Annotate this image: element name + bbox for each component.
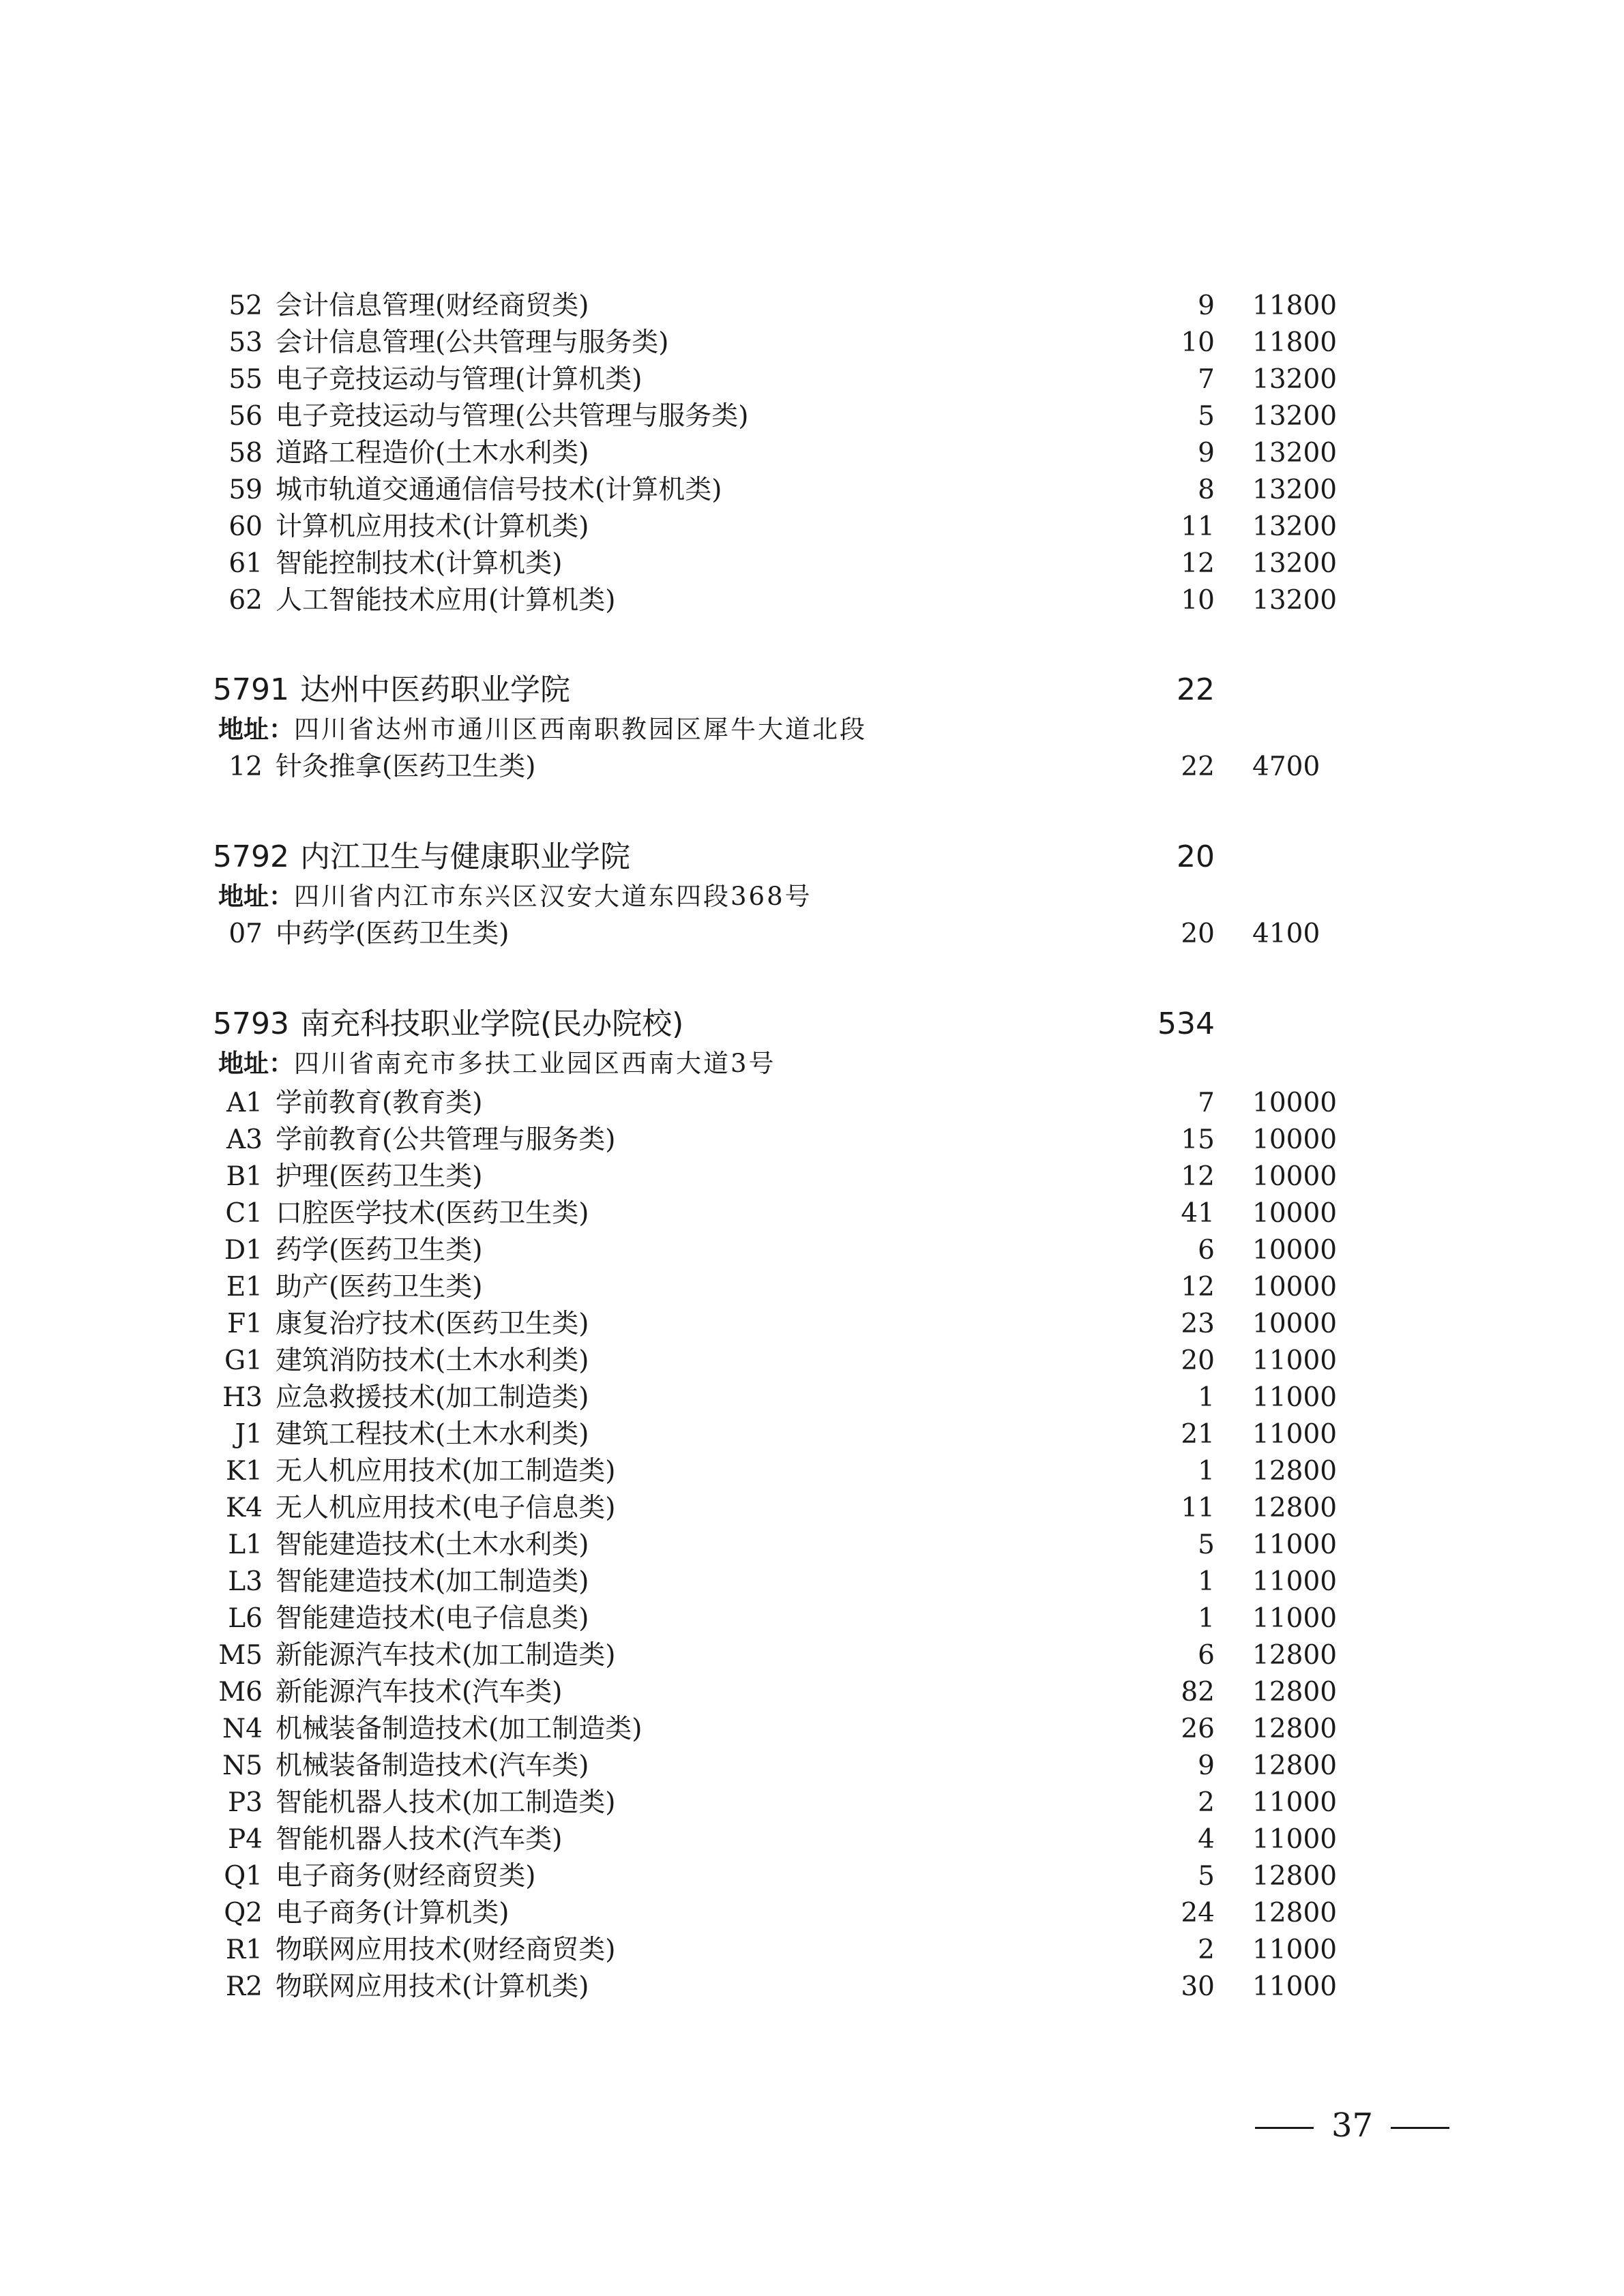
program-fee: 13200 bbox=[1252, 585, 1338, 616]
program-fee: 11000 bbox=[1252, 1566, 1338, 1597]
program-count: 2 bbox=[1198, 1787, 1215, 1818]
program-name: 计算机应用技术(计算机类) bbox=[276, 511, 589, 542]
program-count: 21 bbox=[1181, 1419, 1215, 1450]
program-row bbox=[0, 1232, 1624, 1269]
program-fee: 13200 bbox=[1252, 438, 1338, 468]
program-row bbox=[0, 1564, 1624, 1600]
program-name: 电子竞技运动与管理(公共管理与服务类) bbox=[276, 401, 749, 432]
program-code: 53 bbox=[228, 327, 263, 358]
program-count: 5 bbox=[1198, 401, 1215, 432]
program-count: 7 bbox=[1198, 1088, 1215, 1118]
program-row bbox=[0, 325, 1624, 361]
program-fee: 11000 bbox=[1252, 1530, 1338, 1560]
program-fee: 10000 bbox=[1252, 1088, 1338, 1118]
program-count: 1 bbox=[1198, 1456, 1215, 1487]
program-row bbox=[0, 1785, 1624, 1821]
program-row bbox=[0, 288, 1624, 325]
program-code: M5 bbox=[218, 1640, 263, 1671]
program-name: 助产(医药卫生类) bbox=[276, 1272, 483, 1302]
program-count: 4 bbox=[1198, 1824, 1215, 1855]
program-row bbox=[0, 1932, 1624, 1969]
program-count: 23 bbox=[1181, 1309, 1215, 1339]
program-row bbox=[0, 582, 1624, 619]
program-code: L6 bbox=[228, 1603, 263, 1634]
page-footer bbox=[1255, 2102, 1449, 2149]
program-fee: 11000 bbox=[1252, 1419, 1338, 1450]
program-fee: 12800 bbox=[1252, 1640, 1338, 1671]
program-row bbox=[0, 1343, 1624, 1380]
program-code: N5 bbox=[222, 1750, 263, 1781]
program-count: 9 bbox=[1198, 290, 1215, 321]
program-name: 应急救援技术(加工制造类) bbox=[276, 1382, 589, 1413]
program-code: E1 bbox=[226, 1272, 263, 1302]
program-name: 人工智能技术应用(计算机类) bbox=[276, 585, 616, 616]
program-fee: 13200 bbox=[1252, 401, 1338, 432]
program-row bbox=[0, 546, 1624, 582]
program-fee: 11800 bbox=[1252, 327, 1338, 358]
program-row bbox=[0, 509, 1624, 546]
program-name: 机械装备制造技术(加工制造类) bbox=[276, 1714, 643, 1744]
program-code: B1 bbox=[226, 1161, 263, 1192]
program-row bbox=[0, 1085, 1624, 1122]
program-fee: 13200 bbox=[1252, 548, 1338, 579]
program-name: 电子商务(财经商贸类) bbox=[276, 1861, 536, 1892]
program-row bbox=[0, 1195, 1624, 1232]
address-text: 四川省达州市通川区西南职教园区犀牛大道北段 bbox=[294, 715, 867, 744]
school-heading bbox=[0, 835, 1624, 879]
address-label: 地址： bbox=[218, 715, 294, 744]
program-fee: 10000 bbox=[1252, 1198, 1338, 1229]
program-code: 59 bbox=[228, 475, 263, 505]
school-total: 22 bbox=[1177, 672, 1215, 707]
program-count: 12 bbox=[1181, 1272, 1215, 1302]
program-name: 建筑消防技术(土木水利类) bbox=[276, 1345, 589, 1376]
program-fee: 12800 bbox=[1252, 1456, 1338, 1487]
program-code: C1 bbox=[225, 1198, 263, 1229]
program-code: 58 bbox=[228, 438, 263, 468]
program-name: 新能源汽车技术(加工制造类) bbox=[276, 1640, 616, 1671]
program-name: 电子竞技运动与管理(计算机类) bbox=[276, 364, 643, 395]
program-fee: 11000 bbox=[1252, 1824, 1338, 1855]
program-name: 康复治疗技术(医药卫生类) bbox=[276, 1309, 589, 1339]
program-fee: 4100 bbox=[1252, 919, 1320, 949]
program-code: P4 bbox=[227, 1824, 263, 1855]
program-name: 物联网应用技术(计算机类) bbox=[276, 1971, 589, 2002]
program-row bbox=[0, 1600, 1624, 1637]
program-code: L1 bbox=[228, 1530, 263, 1560]
program-code: L3 bbox=[228, 1566, 263, 1597]
program-fee: 11000 bbox=[1252, 1935, 1338, 1965]
program-count: 24 bbox=[1181, 1898, 1215, 1928]
program-row bbox=[0, 1490, 1624, 1527]
program-row bbox=[0, 1527, 1624, 1564]
program-name: 道路工程造价(土木水利类) bbox=[276, 438, 589, 468]
program-name: 智能机器人技术(加工制造类) bbox=[276, 1787, 616, 1818]
program-name: 护理(医药卫生类) bbox=[276, 1161, 483, 1192]
program-fee: 10000 bbox=[1252, 1309, 1338, 1339]
program-fee: 11000 bbox=[1252, 1971, 1338, 2002]
school-name: 内江卫生与健康职业学院 bbox=[300, 839, 630, 874]
program-count: 5 bbox=[1198, 1530, 1215, 1560]
program-count: 26 bbox=[1181, 1714, 1215, 1744]
program-row bbox=[0, 1858, 1624, 1895]
program-code: G1 bbox=[224, 1345, 263, 1376]
school-address bbox=[218, 712, 867, 747]
program-row bbox=[0, 1306, 1624, 1343]
program-count: 10 bbox=[1181, 327, 1215, 358]
program-code: A3 bbox=[226, 1124, 263, 1155]
program-row bbox=[0, 1821, 1624, 1858]
school-heading bbox=[0, 668, 1624, 712]
program-name: 无人机应用技术(加工制造类) bbox=[276, 1456, 616, 1487]
program-code: D1 bbox=[224, 1235, 263, 1266]
program-count: 41 bbox=[1181, 1198, 1215, 1229]
program-code: 56 bbox=[228, 401, 263, 432]
program-count: 1 bbox=[1198, 1382, 1215, 1413]
program-name: 学前教育(教育类) bbox=[276, 1088, 483, 1118]
page-number: 37 bbox=[1331, 2106, 1374, 2145]
program-code: H3 bbox=[222, 1382, 263, 1413]
program-count: 1 bbox=[1198, 1566, 1215, 1597]
program-fee: 13200 bbox=[1252, 364, 1338, 395]
program-code: Q1 bbox=[224, 1861, 263, 1892]
program-fee: 10000 bbox=[1252, 1161, 1338, 1192]
address-label: 地址： bbox=[218, 882, 294, 911]
program-row bbox=[0, 361, 1624, 398]
program-code: 61 bbox=[228, 548, 263, 579]
program-fee: 11000 bbox=[1252, 1787, 1338, 1818]
program-row bbox=[0, 1637, 1624, 1674]
program-name: 学前教育(公共管理与服务类) bbox=[276, 1124, 616, 1155]
program-fee: 10000 bbox=[1252, 1235, 1338, 1266]
program-name: 智能建造技术(加工制造类) bbox=[276, 1566, 589, 1597]
program-fee: 11000 bbox=[1252, 1345, 1338, 1376]
program-code: M6 bbox=[218, 1677, 263, 1708]
program-name: 智能控制技术(计算机类) bbox=[276, 548, 563, 579]
program-fee: 10000 bbox=[1252, 1124, 1338, 1155]
program-code: 60 bbox=[228, 511, 263, 542]
program-row bbox=[0, 398, 1624, 435]
program-row bbox=[0, 1380, 1624, 1416]
program-code: F1 bbox=[227, 1309, 263, 1339]
program-count: 9 bbox=[1198, 438, 1215, 468]
program-fee: 13200 bbox=[1252, 475, 1338, 505]
program-row bbox=[0, 1748, 1624, 1785]
program-code: K1 bbox=[226, 1456, 263, 1487]
program-name: 针灸推拿(医药卫生类) bbox=[276, 751, 536, 782]
program-code: 55 bbox=[228, 364, 263, 395]
program-code: A1 bbox=[226, 1088, 263, 1118]
program-count: 82 bbox=[1181, 1677, 1215, 1708]
program-row bbox=[0, 1269, 1624, 1306]
program-code: 12 bbox=[228, 751, 263, 782]
program-name: 电子商务(计算机类) bbox=[276, 1898, 510, 1928]
program-count: 6 bbox=[1198, 1235, 1215, 1266]
program-name: 中药学(医药卫生类) bbox=[276, 919, 510, 949]
program-fee: 12800 bbox=[1252, 1861, 1338, 1892]
program-code: J1 bbox=[235, 1419, 263, 1450]
program-row bbox=[0, 1416, 1624, 1453]
program-name: 无人机应用技术(电子信息类) bbox=[276, 1493, 616, 1523]
footer-dash-left bbox=[1255, 2127, 1314, 2129]
program-count: 12 bbox=[1181, 548, 1215, 579]
program-fee: 10000 bbox=[1252, 1272, 1338, 1302]
program-fee: 12800 bbox=[1252, 1493, 1338, 1523]
program-count: 10 bbox=[1181, 585, 1215, 616]
program-name: 智能机器人技术(汽车类) bbox=[276, 1824, 563, 1855]
program-count: 1 bbox=[1198, 1603, 1215, 1634]
program-fee: 11800 bbox=[1252, 290, 1338, 321]
school-code: 5791 bbox=[213, 672, 289, 707]
program-row bbox=[0, 1453, 1624, 1490]
program-count: 6 bbox=[1198, 1640, 1215, 1671]
address-label: 地址： bbox=[218, 1049, 294, 1078]
program-name: 会计信息管理(财经商贸类) bbox=[276, 290, 589, 321]
program-code: R2 bbox=[225, 1971, 263, 2002]
program-code: 62 bbox=[228, 585, 263, 616]
program-count: 20 bbox=[1181, 1345, 1215, 1376]
school-address bbox=[218, 879, 812, 914]
school-code: 5793 bbox=[213, 1007, 289, 1041]
program-fee: 12800 bbox=[1252, 1714, 1338, 1744]
program-code: 07 bbox=[228, 919, 263, 949]
program-fee: 11000 bbox=[1252, 1603, 1338, 1634]
program-name: 口腔医学技术(医药卫生类) bbox=[276, 1198, 589, 1229]
school-address bbox=[218, 1046, 776, 1082]
program-fee: 13200 bbox=[1252, 511, 1338, 542]
program-count: 5 bbox=[1198, 1861, 1215, 1892]
program-name: 智能建造技术(土木水利类) bbox=[276, 1530, 589, 1560]
program-fee: 12800 bbox=[1252, 1677, 1338, 1708]
program-fee: 4700 bbox=[1252, 751, 1320, 782]
program-name: 机械装备制造技术(汽车类) bbox=[276, 1750, 589, 1781]
program-count: 30 bbox=[1181, 1971, 1215, 2002]
program-count: 7 bbox=[1198, 364, 1215, 395]
school-heading bbox=[0, 1002, 1624, 1046]
program-code: 52 bbox=[228, 290, 263, 321]
school-total: 534 bbox=[1157, 1007, 1215, 1041]
program-fee: 12800 bbox=[1252, 1750, 1338, 1781]
program-name: 智能建造技术(电子信息类) bbox=[276, 1603, 589, 1634]
program-count: 8 bbox=[1198, 475, 1215, 505]
program-row bbox=[0, 1969, 1624, 2006]
program-count: 2 bbox=[1198, 1935, 1215, 1965]
program-row bbox=[0, 435, 1624, 472]
program-code: P3 bbox=[227, 1787, 263, 1818]
program-count: 12 bbox=[1181, 1161, 1215, 1192]
address-text: 四川省内江市东兴区汉安大道东四段368号 bbox=[294, 882, 812, 911]
program-code: N4 bbox=[222, 1714, 263, 1744]
program-name: 建筑工程技术(土木水利类) bbox=[276, 1419, 589, 1450]
program-name: 物联网应用技术(财经商贸类) bbox=[276, 1935, 616, 1965]
program-row bbox=[0, 916, 1624, 953]
program-name: 药学(医药卫生类) bbox=[276, 1235, 483, 1266]
program-code: R1 bbox=[225, 1935, 263, 1965]
program-row bbox=[0, 1159, 1624, 1195]
program-code: Q2 bbox=[224, 1898, 263, 1928]
program-row bbox=[0, 749, 1624, 786]
school-total: 20 bbox=[1177, 839, 1215, 874]
program-code: K4 bbox=[226, 1493, 263, 1523]
program-name: 会计信息管理(公共管理与服务类) bbox=[276, 327, 669, 358]
program-fee: 11000 bbox=[1252, 1382, 1338, 1413]
address-text: 四川省南充市多扶工业园区西南大道3号 bbox=[294, 1049, 776, 1078]
program-name: 城市轨道交通通信信号技术(计算机类) bbox=[276, 475, 722, 505]
program-count: 11 bbox=[1181, 511, 1215, 542]
program-count: 9 bbox=[1198, 1750, 1215, 1781]
program-count: 15 bbox=[1181, 1124, 1215, 1155]
school-code: 5792 bbox=[213, 839, 289, 874]
program-fee: 12800 bbox=[1252, 1898, 1338, 1928]
program-name: 新能源汽车技术(汽车类) bbox=[276, 1677, 563, 1708]
program-row bbox=[0, 1122, 1624, 1159]
footer-dash-right bbox=[1391, 2127, 1449, 2129]
program-row bbox=[0, 1711, 1624, 1748]
program-count: 20 bbox=[1181, 919, 1215, 949]
program-count: 11 bbox=[1181, 1493, 1215, 1523]
school-name: 达州中医药职业学院 bbox=[300, 672, 570, 707]
program-row bbox=[0, 1895, 1624, 1932]
program-count: 22 bbox=[1181, 751, 1215, 782]
school-name: 南充科技职业学院(民办院校) bbox=[300, 1007, 684, 1041]
program-row bbox=[0, 472, 1624, 509]
program-row bbox=[0, 1674, 1624, 1711]
